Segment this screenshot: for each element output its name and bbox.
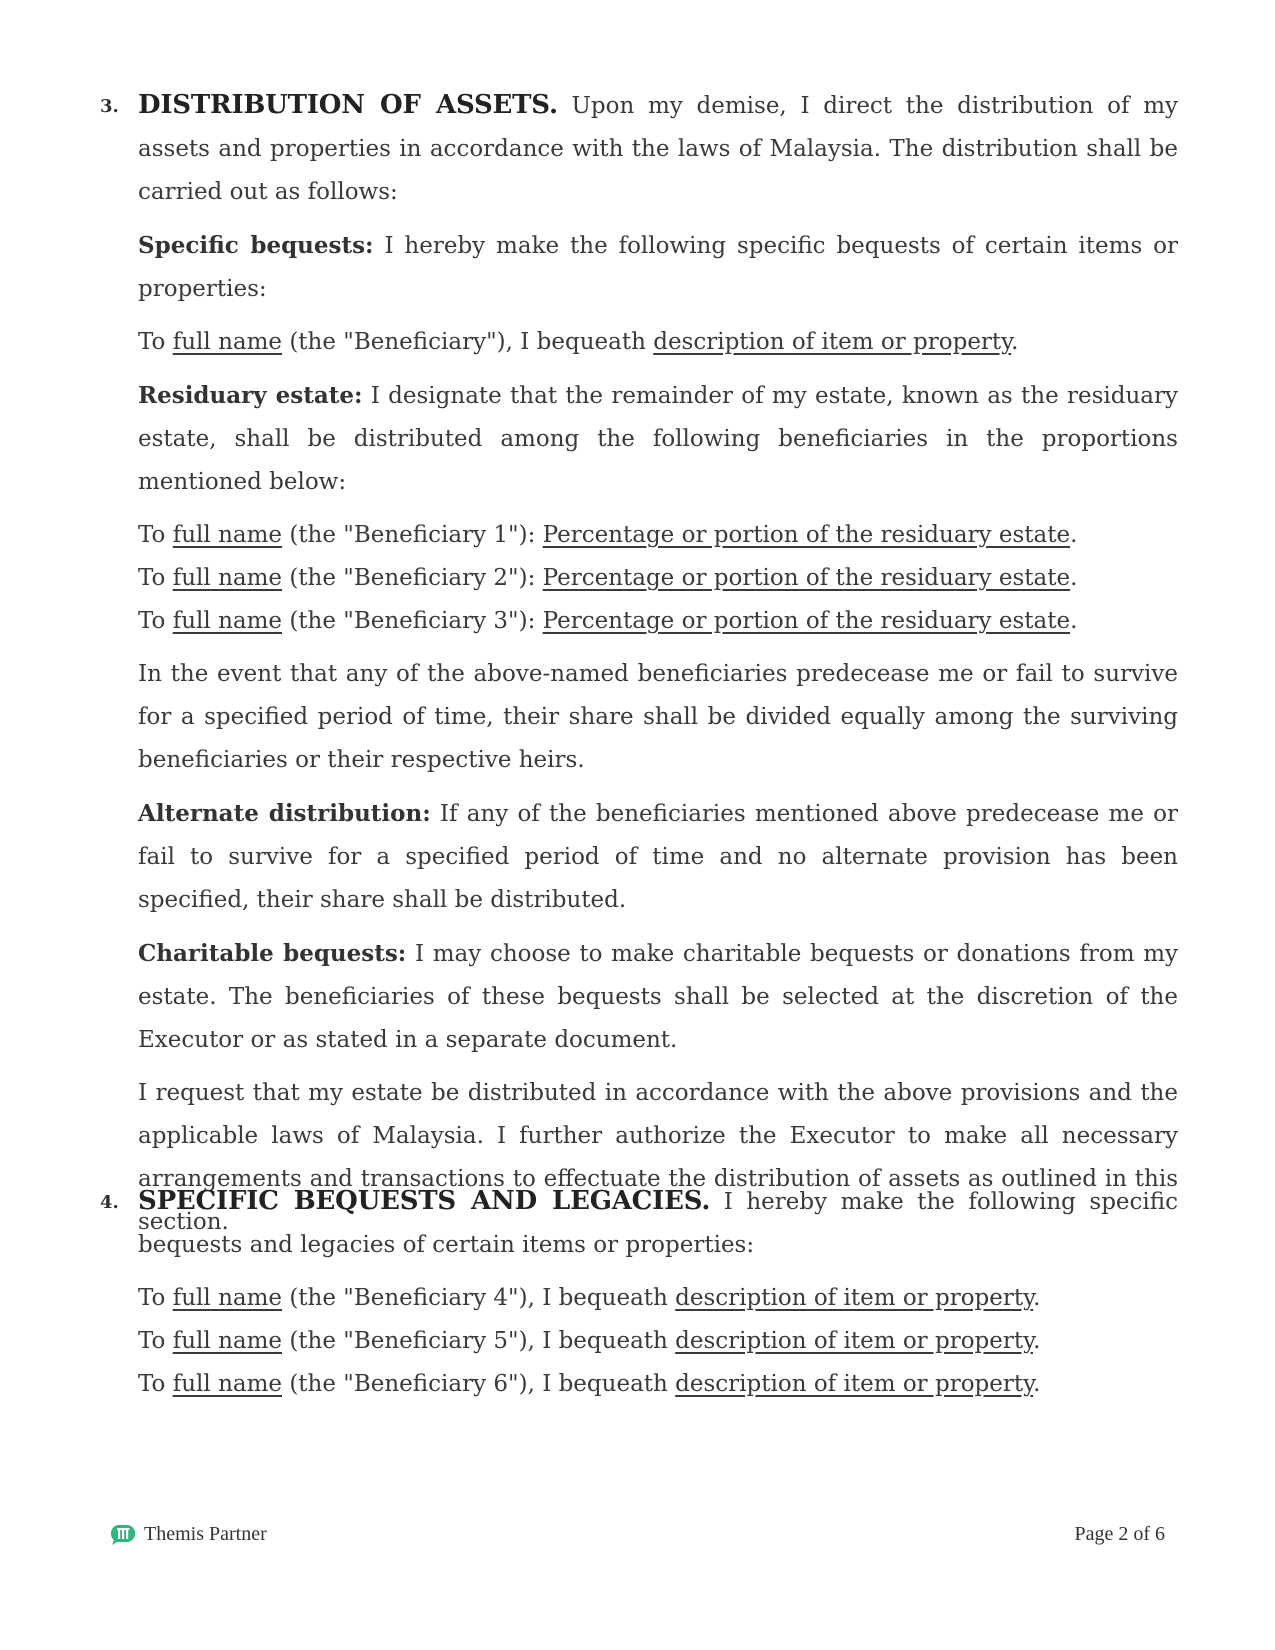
line-end: . xyxy=(1070,522,1078,548)
alternate-distribution-label: Alternate distribution: xyxy=(138,800,431,827)
section-heading: DISTRIBUTION OF ASSETS. xyxy=(138,90,558,120)
brand-name: Themis Partner xyxy=(144,1523,267,1545)
beneficiary-label: (the "Beneficiary"), I bequeath xyxy=(282,329,654,355)
line-end: . xyxy=(1011,329,1019,355)
charitable-bequests-paragraph xyxy=(138,932,1178,1062)
section-body xyxy=(138,1180,1178,1406)
bequest-line xyxy=(138,1363,1178,1406)
residuary-line xyxy=(138,557,1178,600)
residuary-estate-label: Residuary estate: xyxy=(138,382,363,409)
section-number: 4. xyxy=(100,1192,119,1213)
section-body xyxy=(138,84,1178,1244)
line-prefix: To xyxy=(138,565,173,591)
full-name-placeholder: full name xyxy=(172,1285,283,1311)
bequest-line xyxy=(138,321,1178,364)
line-end: . xyxy=(1033,1285,1041,1311)
residuary-estate-paragraph xyxy=(138,374,1178,504)
line-end: . xyxy=(1033,1371,1041,1397)
bequest-line xyxy=(138,1277,1178,1320)
alternate-distribution-paragraph xyxy=(138,792,1178,922)
full-name-placeholder: full name xyxy=(172,329,283,355)
section-heading: SPECIFIC BEQUESTS AND LEGACIES. xyxy=(138,1186,711,1216)
beneficiary-label: (the "Beneficiary 6"), I bequeath xyxy=(282,1371,676,1397)
item-description-placeholder: description of item or property xyxy=(675,1328,1034,1354)
item-description-placeholder: description of item or property xyxy=(653,329,1012,355)
beneficiary-label: (the "Beneficiary 3"): xyxy=(282,608,543,634)
alternate-distribution-text: If any of the beneficiaries mentioned above predecease me or fail to survive for a specified period of time and no alternate provision has been specified, their share shall be distributed. xyxy=(138,801,1178,913)
charitable-bequests-text: I may choose to make charitable bequests or donations from my estate. The beneficiaries of these bequests shall be selected at the discretion of the Executor or as stated in a separate document. xyxy=(138,941,1179,1053)
section-intro-text: I hereby make the following specific bequests and legacies of certain items or properties: xyxy=(138,1189,1178,1258)
section-intro-text: Upon my demise, I direct the distribution of my assets and properties in accordance with the laws of Malaysia. The distribution shall be carried out as follows: xyxy=(138,93,1178,205)
line-end: . xyxy=(1033,1328,1041,1354)
item-description-placeholder: description of item or property xyxy=(675,1285,1034,1311)
specific-bequests-label: Specific bequests: xyxy=(138,232,374,259)
portion-placeholder: Percentage or portion of the residuary estate xyxy=(542,608,1071,634)
full-name-placeholder: full name xyxy=(172,608,283,634)
line-prefix: To xyxy=(138,1285,173,1311)
full-name-placeholder: full name xyxy=(172,522,283,548)
section-intro xyxy=(138,84,1178,214)
beneficiary-label: (the "Beneficiary 1"): xyxy=(282,522,543,548)
line-prefix: To xyxy=(138,1328,173,1354)
line-prefix: To xyxy=(138,522,173,548)
residuary-estate-text: I designate that the remainder of my estate, known as the residuary estate, shall be distributed among the following beneficiaries in the proportions mentioned below: xyxy=(138,383,1178,495)
full-name-placeholder: full name xyxy=(172,565,283,591)
closing-paragraph: I request that my estate be distributed in accordance with the above provisions and the applicable laws of Malaysia. I further authorize the Executor to make all necessary arrangements and transactions to effectuate the distribution of assets as outlined in this section. xyxy=(138,1080,1178,1235)
section-intro xyxy=(138,1180,1178,1267)
themis-partner-logo-icon xyxy=(110,1524,138,1546)
full-name-placeholder: full name xyxy=(172,1371,283,1397)
section-4 xyxy=(96,1180,1176,1406)
full-name-placeholder: full name xyxy=(172,1328,283,1354)
line-prefix: To xyxy=(138,329,173,355)
beneficiary-label: (the "Beneficiary 4"), I bequeath xyxy=(282,1285,676,1311)
beneficiary-label: (the "Beneficiary 5"), I bequeath xyxy=(282,1328,676,1354)
section-number: 3. xyxy=(100,96,119,117)
page-footer xyxy=(110,1523,1165,1553)
line-end: . xyxy=(1070,565,1078,591)
specific-bequests-text: I hereby make the following specific bequests of certain items or properties: xyxy=(138,233,1178,302)
predecease-paragraph: In the event that any of the above-named beneficiaries predecease me or fail to survive for a specified period of time, their share shall be divided equally among the surviving beneficiaries or their respective heirs. xyxy=(138,661,1178,773)
charitable-bequests-label: Charitable bequests: xyxy=(138,940,407,967)
residuary-line xyxy=(138,514,1178,557)
section-3 xyxy=(96,84,1179,1254)
brand xyxy=(110,1523,267,1546)
line-end: . xyxy=(1070,608,1078,634)
specific-bequests-paragraph xyxy=(138,224,1178,311)
residuary-line xyxy=(138,600,1178,643)
item-description-placeholder: description of item or property xyxy=(675,1371,1034,1397)
bequest-line xyxy=(138,1320,1178,1363)
portion-placeholder: Percentage or portion of the residuary estate xyxy=(542,522,1071,548)
line-prefix: To xyxy=(138,1371,173,1397)
portion-placeholder: Percentage or portion of the residuary estate xyxy=(542,565,1071,591)
line-prefix: To xyxy=(138,608,173,634)
beneficiary-label: (the "Beneficiary 2"): xyxy=(282,565,543,591)
page-number: Page 2 of 6 xyxy=(1074,1523,1165,1545)
